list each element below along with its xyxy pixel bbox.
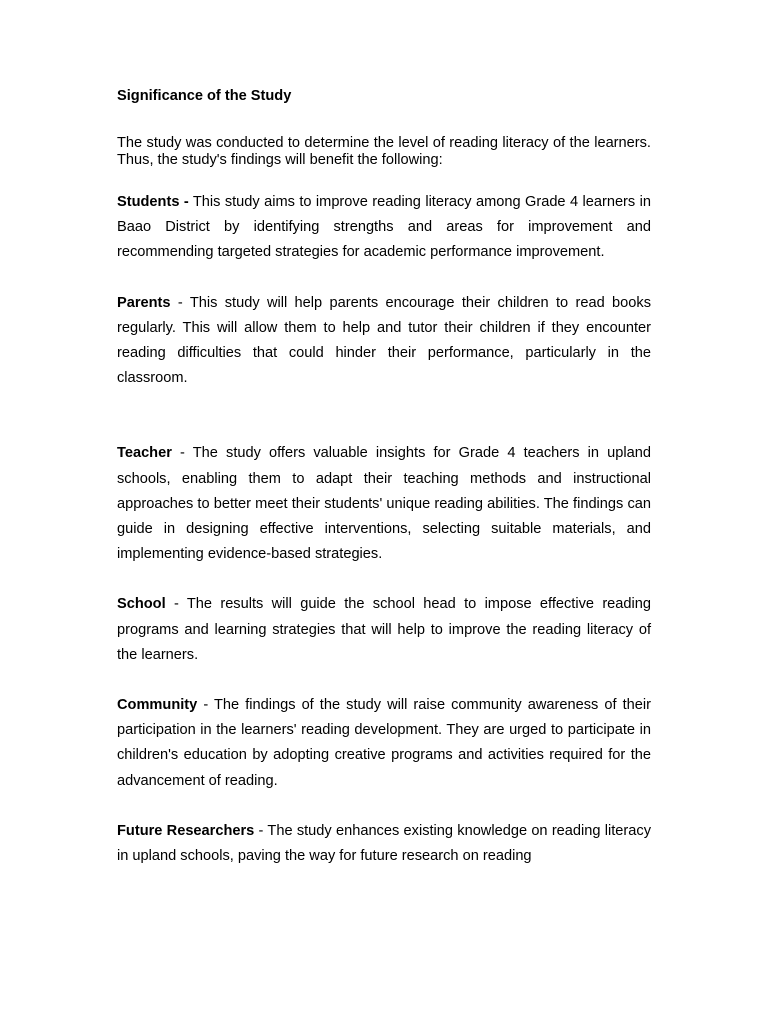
- text-community: - The findings of the study will raise community awareness of their participation in the learners' reading development. They are urged to participate in children's education by adopting creative programs and activities required for the advancement of reading.: [117, 697, 651, 789]
- term-parents: Parents: [117, 294, 171, 311]
- paragraph-teacher: [117, 441, 651, 567]
- text-students: This study aims to improve reading literacy among Grade 4 learners in Baao District by identifying strengths and areas for improvement and recommending targeted strategies for academic performance improvement.: [117, 194, 651, 261]
- text-teacher: - The study offers valuable insights for Grade 4 teachers in upland schools, enabling them to adapt their teaching methods and instructional approaches to better meet their students' unique reading abilities. The findings can guide in designing effective interventions, selecting suitable materials, and implementing evidence-based strategies.: [117, 445, 651, 563]
- section-heading: Significance of the Study: [117, 88, 292, 104]
- paragraph-school: [117, 592, 651, 668]
- paragraph-parents: [117, 291, 651, 392]
- text-future-researchers: - The study enhances existing knowledge on reading literacy in upland schools, paving the way for future research on reading: [117, 822, 651, 865]
- text-school: - The results will guide the school head to impose effective reading programs and learning strategies that will help to improve the reading literacy of the learners.: [117, 596, 651, 663]
- term-teacher: Teacher: [117, 445, 172, 462]
- text-parents: - This study will help parents encourage their children to read books regularly. This will allow them to help and tutor their children if they encounter reading difficulties that could hinder their performance, particularly in the classroom.: [117, 294, 651, 387]
- document-page: [117, 86, 651, 869]
- term-future-researchers: Future Researchers: [117, 822, 255, 839]
- term-school: School: [117, 596, 166, 613]
- paragraph-community: [117, 693, 651, 794]
- term-community: Community: [117, 697, 198, 714]
- paragraph-students: [117, 190, 651, 266]
- term-students: Students -: [117, 194, 189, 210]
- intro-paragraph: The study was conducted to determine the level of reading literacy of the learners. Thus, the study's findings will benefit the following:: [117, 135, 651, 168]
- paragraph-future-researchers: [117, 819, 651, 869]
